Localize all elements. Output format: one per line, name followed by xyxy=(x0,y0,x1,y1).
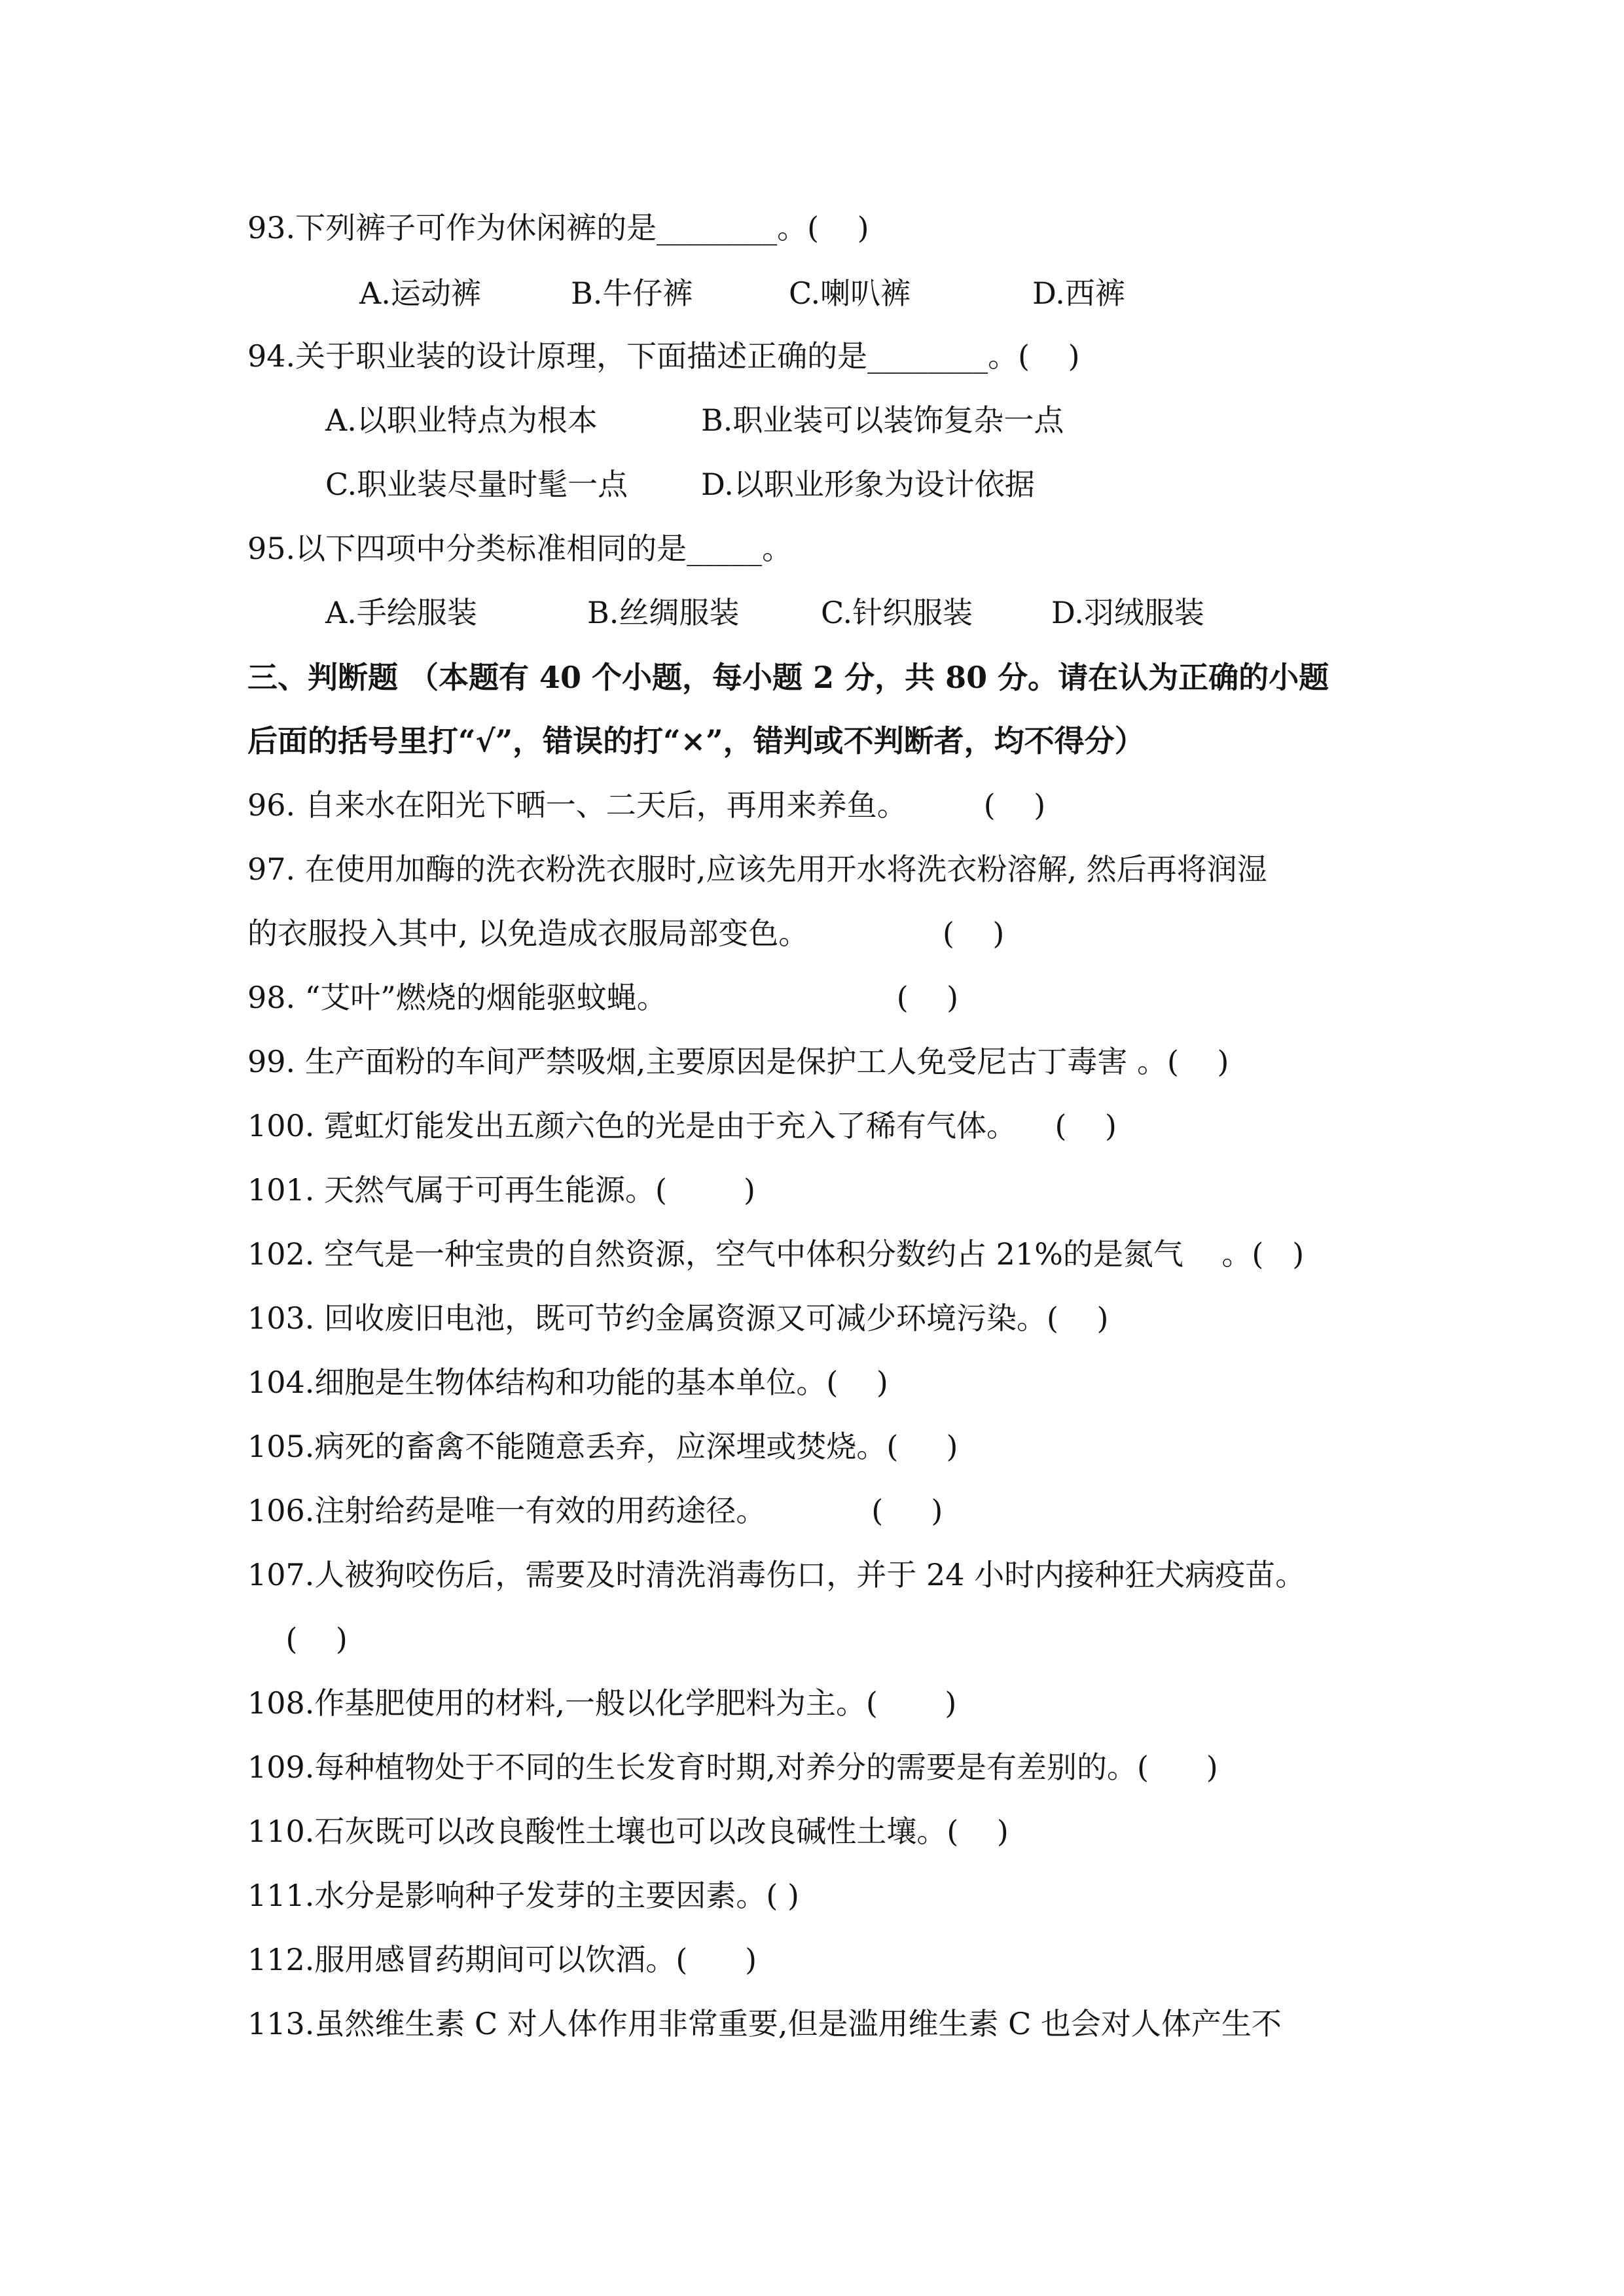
question-95-option-b: B.丝绸服装 xyxy=(587,595,740,630)
question-95-stem: 95.以下四项中分类标准相同的是_____。 xyxy=(247,531,793,566)
question-94-option-c: C.职业装尽量时髦一点 xyxy=(325,467,628,502)
question-93-stem: 93.下列裤子可作为休闲裤的是________。( ) xyxy=(247,210,869,245)
question-93-options xyxy=(0,274,1178,313)
question-112: 112.服用感冒药期间可以饮酒。( ) xyxy=(247,1942,757,1977)
question-110: 110.石灰既可以改良酸性土壤也可以改良碱性土壤。( ) xyxy=(247,1814,1009,1849)
question-94-options-row1 xyxy=(0,401,1178,440)
question-93-option-d: D.西裤 xyxy=(1032,276,1125,311)
question-94-option-d: D.以职业形象为设计依据 xyxy=(701,467,1035,502)
question-93-option-b: B.牛仔裤 xyxy=(571,276,693,311)
question-100: 100. 霓虹灯能发出五颜六色的光是由于充入了稀有气体。 ( ) xyxy=(247,1108,1117,1143)
question-95-options xyxy=(0,593,1204,632)
question-95-option-a: A.手绘服装 xyxy=(325,595,477,630)
question-109: 109.每种植物处于不同的生长发育时期,对养分的需要是有差别的。( ) xyxy=(247,1749,1218,1785)
question-94-options-row2 xyxy=(0,465,1178,504)
question-106: 106.注射给药是唯一有效的用药途径。 ( ) xyxy=(247,1493,943,1528)
question-93-option-a: A.运动裤 xyxy=(359,276,481,311)
question-98: 98. “艾叶”燃烧的烟能驱蚊蝇。 ( ) xyxy=(247,980,959,1015)
question-94-option-a: A.以职业特点为根本 xyxy=(325,403,598,438)
question-108: 108.作基肥使用的材料,一般以化学肥料为主。( ) xyxy=(247,1685,957,1721)
question-105: 105.病死的畜禽不能随意丢弃，应深埋或焚烧。( ) xyxy=(247,1429,958,1464)
question-107-line-1: 107.人被狗咬伤后，需要及时清洗消毒伤口，并于 24 小时内接种狂犬病疫苗。 xyxy=(247,1557,1306,1592)
question-102: 102. 空气是一种宝贵的自然资源，空气中体积分数约占 21%的是氮气 。( ) xyxy=(247,1236,1305,1272)
question-97-line-1: 97. 在使用加酶的洗衣粉洗衣服时,应该先用开水将洗衣粉溶解, 然后再将润湿 xyxy=(247,852,1267,887)
question-103: 103. 回收废旧电池，既可节约金属资源又可减少环境污染。( ) xyxy=(247,1300,1109,1336)
question-111: 111.水分是影响种子发芽的主要因素。( ) xyxy=(247,1878,799,1913)
question-96: 96. 自来水在阳光下晒一、二天后，再用来养鱼。 ( ) xyxy=(247,787,1046,823)
question-94-option-b: B.职业装可以装饰复杂一点 xyxy=(701,403,1064,438)
section-3-heading-line-2: 后面的括号里打“√”，错误的打“×”，错判或不判断者，均不得分） xyxy=(247,723,1145,759)
question-113: 113.虽然维生素 C 对人体作用非常重要,但是滥用维生素 C 也会对人体产生不 xyxy=(247,2006,1282,2041)
question-101: 101. 天然气属于可再生能源。( ) xyxy=(247,1172,755,1208)
question-97-line-2: 的衣服投入其中, 以免造成衣服局部变色。 ( ) xyxy=(247,916,1005,951)
question-104: 104.细胞是生物体结构和功能的基本单位。( ) xyxy=(247,1365,888,1400)
question-95-option-c: C.针织服装 xyxy=(821,595,973,630)
question-94-stem: 94.关于职业装的设计原理，下面描述正确的是________。( ) xyxy=(247,338,1080,374)
question-95-option-d: D.羽绒服装 xyxy=(1051,595,1204,630)
question-107-line-2: ( ) xyxy=(247,1621,348,1657)
question-93-option-c: C.喇叭裤 xyxy=(789,276,911,311)
section-3-heading-line-1: 三、判断题 （本题有 40 个小题，每小题 2 分，共 80 分。请在认为正确的小题 xyxy=(247,660,1329,695)
question-99: 99. 生产面粉的车间严禁吸烟,主要原因是保护工人免受尼古丁毒害 。( ) xyxy=(247,1044,1229,1079)
